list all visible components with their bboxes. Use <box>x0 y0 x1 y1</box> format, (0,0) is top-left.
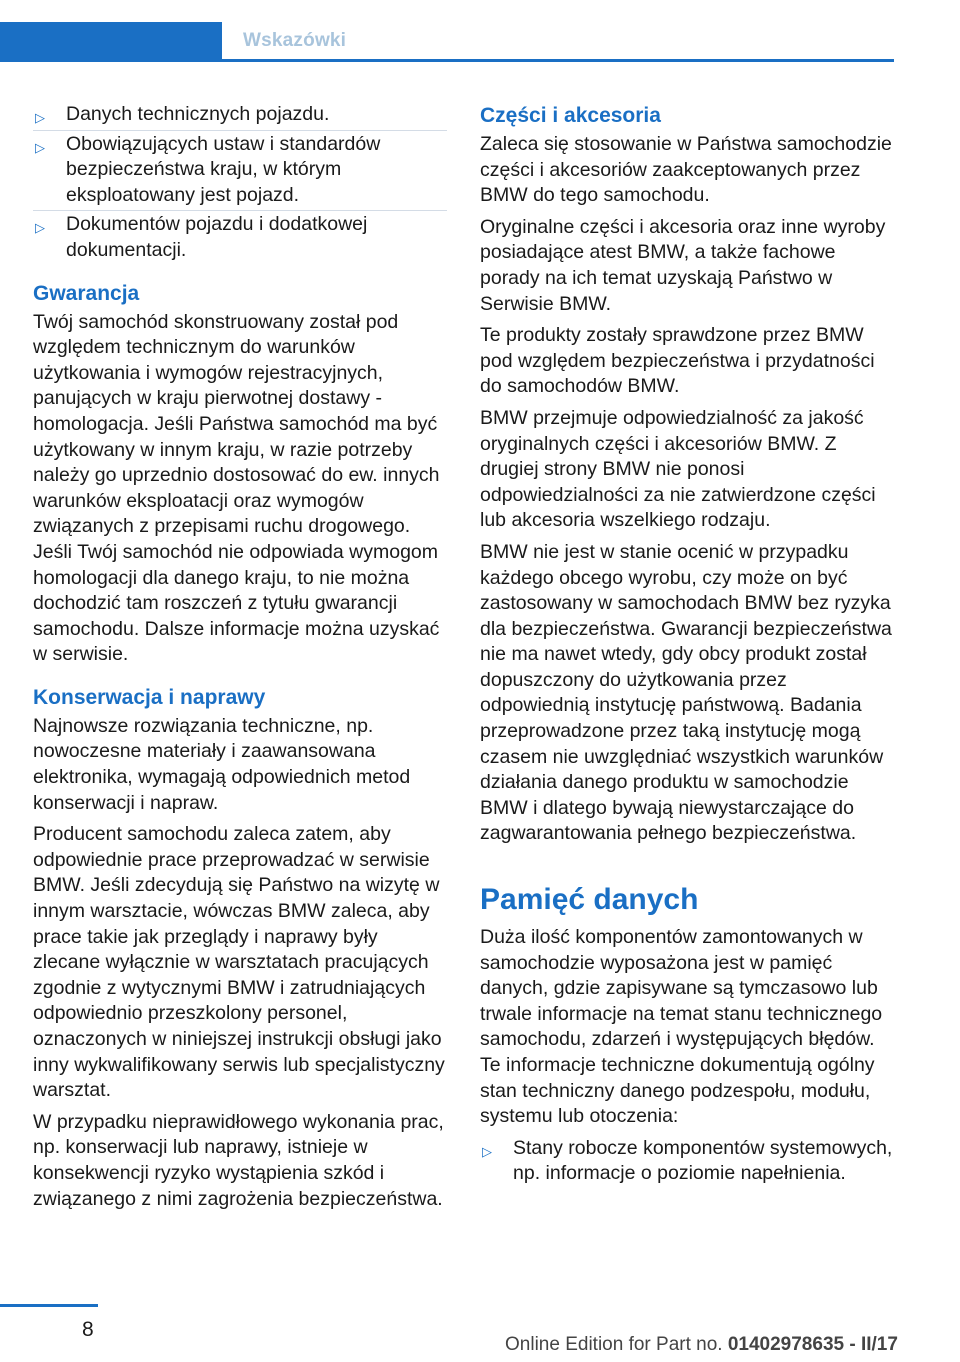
paragraph: Te produkty zostały sprawdzone przez BMW pod względem bezpieczeństwa i przydatności do samochodów BMW. <box>480 324 875 398</box>
heading-warranty: Gwarancja <box>33 281 140 305</box>
list-item: ▷ Stany robocze komponentów systemowych, np. informacje o poziomie napełnienia. <box>482 1136 893 1185</box>
bullet-list <box>33 102 447 264</box>
section-title: Wskazówki <box>243 30 347 51</box>
list-item: ▷ Danych technicznych pojazdu. <box>33 102 447 128</box>
paragraph: Twój samochód skonstruowany został pod względem technicznym do warunków użytkowania i wymogów rejestracyjnych, panujących w kraju pierwotnej dostawy - homologacja. Jeśli Państwa samochód ma być użytkowany w innym kraju, w razie potrzeby należy go uprzednio dostosować do ew. innych warunków eksploatacji oraz wymogów związanych z przepisami ruchu drogowego. Jeśli Twój samochód nie odpowiada wymogom homologacji dla danego kraju, to nie można dochodzić tam roszczeń z tytułu gwarancji samochodu. Dalsze informacje można uzyskać w serwisie. <box>33 310 440 666</box>
paragraph: Najnowsze rozwiązania techniczne, np. nowoczesne materiały i zaawansowana elektronika, wymagają odpowiednich metod konserwacji i napraw. <box>33 714 411 814</box>
heading-maintenance: Konserwacja i naprawy <box>33 685 266 709</box>
footer-rule <box>0 1304 98 1307</box>
paragraph: Duża ilość komponentów zamontowanych w samochodzie wyposażona jest w pamięć danych, gdzie zapisywane są tymczasowo lub trwale informacje na temat stanu technicznego samochodu, zdarzeń i występujących błędów. Te informacje techniczne dokumentują ogólny stan techniczny danego podzespołu, modułu, systemu lub otoczenia: <box>480 926 883 1128</box>
right-column <box>480 102 894 1193</box>
left-column <box>33 102 447 1218</box>
heading-parts-accessories: Części i akcesoria <box>480 104 661 127</box>
heading-data-memory: Pamięć danych <box>480 883 699 917</box>
header-accent-bar <box>0 22 222 62</box>
header-rule <box>222 59 894 62</box>
list-item: ▷ Obowiązujących ustaw i standardów bezpieczeństwa kraju, w którym eksploatowany jest pojazd. <box>33 132 447 209</box>
bullet-list <box>480 1136 894 1187</box>
paragraph: Oryginalne części i akcesoria oraz inne wyroby posiadające atest BMW, a także fachowe porady na ich temat uzyskają Państwo w Serwisie BMW. <box>480 215 886 315</box>
triangle-bullet-icon: ▷ <box>35 139 45 155</box>
triangle-bullet-icon: ▷ <box>482 1143 492 1159</box>
edition-info: Online Edition for Part no. 01402978635 - II/17 <box>505 1334 898 1355</box>
triangle-bullet-icon: ▷ <box>35 110 45 125</box>
paragraph: BMW przejmuje odpowiedzialność za jakość oryginalnych części i akcesoriów BMW. Z drugiej strony BMW nie ponosi odpowiedzialności za nie zatwierdzone części lub akcesoria wszelkiego rodzaju. <box>480 406 876 532</box>
paragraph: W przypadku nieprawidłowego wykonania prac, np. konserwacji lub naprawy, istnieje w konsekwencji ryzyko wystąpienia szkód i związanego z nimi zagrożenia bezpieczeństwa. <box>33 1110 444 1210</box>
paragraph: BMW nie jest w stanie ocenić w przypadku każdego obcego wyrobu, czy może on być zastosowany w samochodach BMW bez ryzyka dla bezpieczeństwa. Gwarancji bezpieczeństwa nie ma nawet wtedy, gdy obcy produkt został dopuszczony do użytkowania przez odpowiednią instytucję państwową. Badania przeprowadzone przez taką instytucję mogą czasem nie uwzględniać wszystkich warunków działania danego produktu w samochodzie BMW i dlatego bywają niewystarczające do zagwarantowania pełnego bezpieczeństwa. <box>480 540 892 845</box>
paragraph: Zaleca się stosowanie w Państwa samochodzie części i akcesoriów zaakceptowanych przez BMW do tego samochodu. <box>480 133 892 207</box>
list-item: ▷ Dokumentów pojazdu i dodatkowej dokumentacji. <box>35 213 368 261</box>
triangle-bullet-icon: ▷ <box>35 220 45 236</box>
page-number: 8 <box>82 1318 94 1341</box>
paragraph: Producent samochodu zaleca zatem, aby odpowiednie prace przeprowadzać w serwisie BMW. Jeśli zdecydują się Państwo na wizytę w innym warsztacie, wówczas BMW zaleca, aby prace takie jak przeglądy i naprawy były zlecane wyłącznie w warsztatach pracujących zgodnie z wytycznymi BMW i zatrudniających odpowiednio przeszkolony personel, oznaczonych w niniejszej instrukcji obsługi jako inny wykwalifikowany serwis lub specjalistyczny warsztat. <box>33 823 445 1102</box>
